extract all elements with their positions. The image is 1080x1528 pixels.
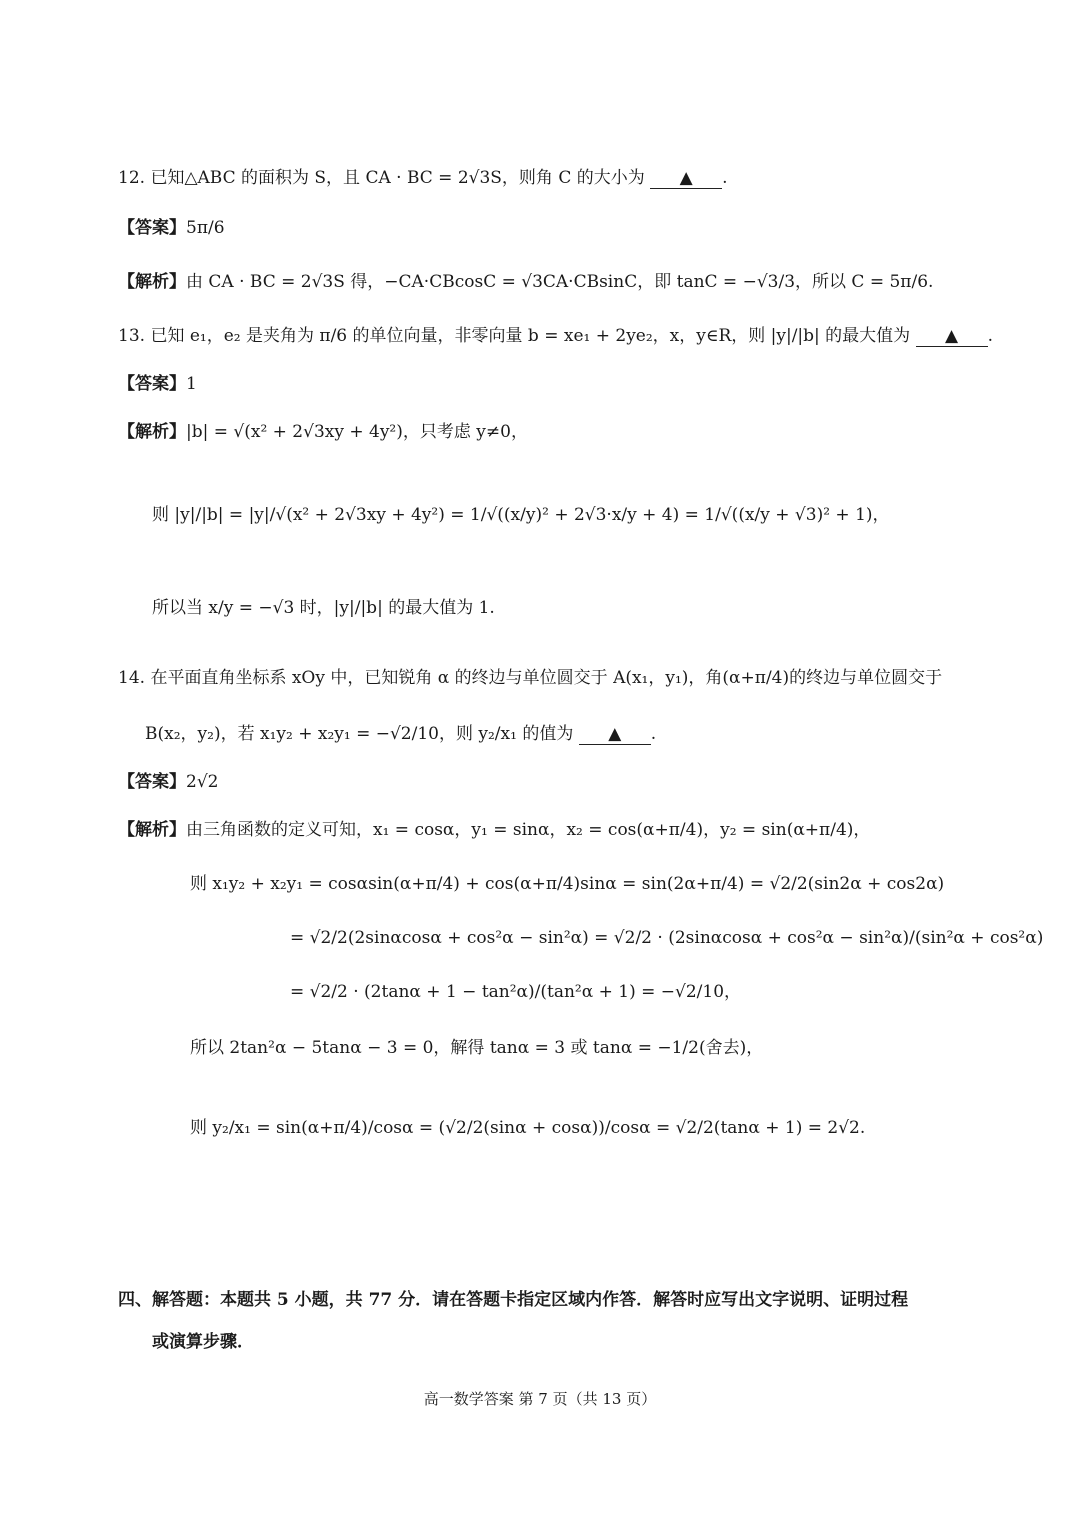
q14-answer-tag: 【答案】 [118,772,186,792]
q12-analysis-tag: 【解析】 [118,272,186,292]
section-4-heading-line-2: 或演算步骤． [152,1332,254,1352]
q13-answer-blank: ▲ [916,326,988,347]
q14-analysis-line-1 [118,820,870,840]
q13-question: 13. 已知 e₁，e₂ 是夹角为 π/6 的单位向量，非零向量 b = xe₁ + 2ye₂，x，y∈R，则 |y|/|b| 的最大值为 ▲ . [118,326,993,346]
q14-question-text-2: B(x₂，y₂)，若 x₁y₂ + x₂y₁ = −√2/10，则 y₂/x₁ 的值为 [145,724,574,744]
q12-answer [118,218,225,238]
q14-analysis-line-3: = √2/2(2sinαcosα + cos²α − sin²α) = √2/2 · (2sinαcosα + cos²α − sin²α)/(sin²α + cos²α) [290,928,1044,948]
q12-answer-blank: ▲ [650,168,722,189]
q13-analysis-line-2: 则 |y|/|b| = |y|/√(x² + 2√3xy + 4y²) = 1/√((x/y)² + 2√3·x/y + 4) = 1/√((x/y + √3)² + 1)， [152,505,890,525]
q13-answer-value: 1 [186,374,197,394]
q12-analysis-text: 由 CA · BC = 2√3S 得，−CA·CBcosC = √3CA·CBsinC，即 tanC = −√3/3，所以 C = 5π/6. [186,272,934,292]
q14-analysis-text-1: 由三角函数的定义可知，x₁ = cosα，y₁ = sinα，x₂ = cos(α+π/4)，y₂ = sin(α+π/4)， [186,820,871,840]
q13-question-text: 13. 已知 e₁，e₂ 是夹角为 π/6 的单位向量，非零向量 b = xe₁ + 2ye₂，x，y∈R，则 |y|/|b| 的最大值为 [118,326,911,346]
q14-question-line-2: B(x₂，y₂)，若 x₁y₂ + x₂y₁ = −√2/10，则 y₂/x₁ 的值为 ▲ . [145,724,657,744]
q14-answer [118,772,218,792]
q14-answer-blank: ▲ [579,724,651,745]
q12-analysis [118,272,933,292]
q14-answer-value: 2√2 [186,772,219,792]
q14-analysis-line-6: 则 y₂/x₁ = sin(α+π/4)/cosα = (√2/2(sinα + cosα))/cosα = √2/2(tanα + 1) = 2√2. [190,1118,866,1138]
section-4-heading-line-1: 四、解答题：本题共 5 小题，共 77 分．请在答题卡指定区域内作答．解答时应写出文字说明、证明过程 [118,1290,909,1310]
q14-analysis-line-5: 所以 2tan²α − 5tanα − 3 = 0，解得 tanα = 3 或 tanα = −1/2(舍去)， [190,1038,764,1058]
page-footer: 高一数学答案 第 7 页（共 13 页） [423,1390,657,1408]
q14-analysis-line-2: 则 x₁y₂ + x₂y₁ = cosαsin(α+π/4) + cos(α+π/4)sinα = sin(2α+π/4) = √2/2(sin2α + cos2α) [190,874,945,894]
q13-answer [118,374,197,394]
q12-answer-tag: 【答案】 [118,218,186,238]
q14-analysis-line-4: = √2/2 · (2tanα + 1 − tan²α)/(tan²α + 1) = −√2/10， [290,982,742,1002]
q12-question-text: 12. 已知△ABC 的面积为 S，且 CA · BC = 2√3S，则角 C 的大小为 [118,168,645,188]
q13-analysis-text-1: |b| = √(x² + 2√3xy + 4y²)，只考虑 y≠0， [186,422,528,442]
q12-question: 12. 已知△ABC 的面积为 S，且 CA · BC = 2√3S，则角 C 的大小为 ▲ . [118,168,728,188]
q14-question-line-1: 14. 在平面直角坐标系 xOy 中，已知锐角 α 的终边与单位圆交于 A(x₁，y₁)，角(α+π/4)的终边与单位圆交于 [118,668,943,688]
q13-answer-tag: 【答案】 [118,374,186,394]
q13-analysis-line-3: 所以当 x/y = −√3 时，|y|/|b| 的最大值为 1. [152,598,495,618]
q13-analysis-tag: 【解析】 [118,422,186,442]
q14-analysis-tag: 【解析】 [118,820,186,840]
q12-answer-value: 5π/6 [186,218,225,238]
q13-analysis-line-1 [118,422,528,442]
